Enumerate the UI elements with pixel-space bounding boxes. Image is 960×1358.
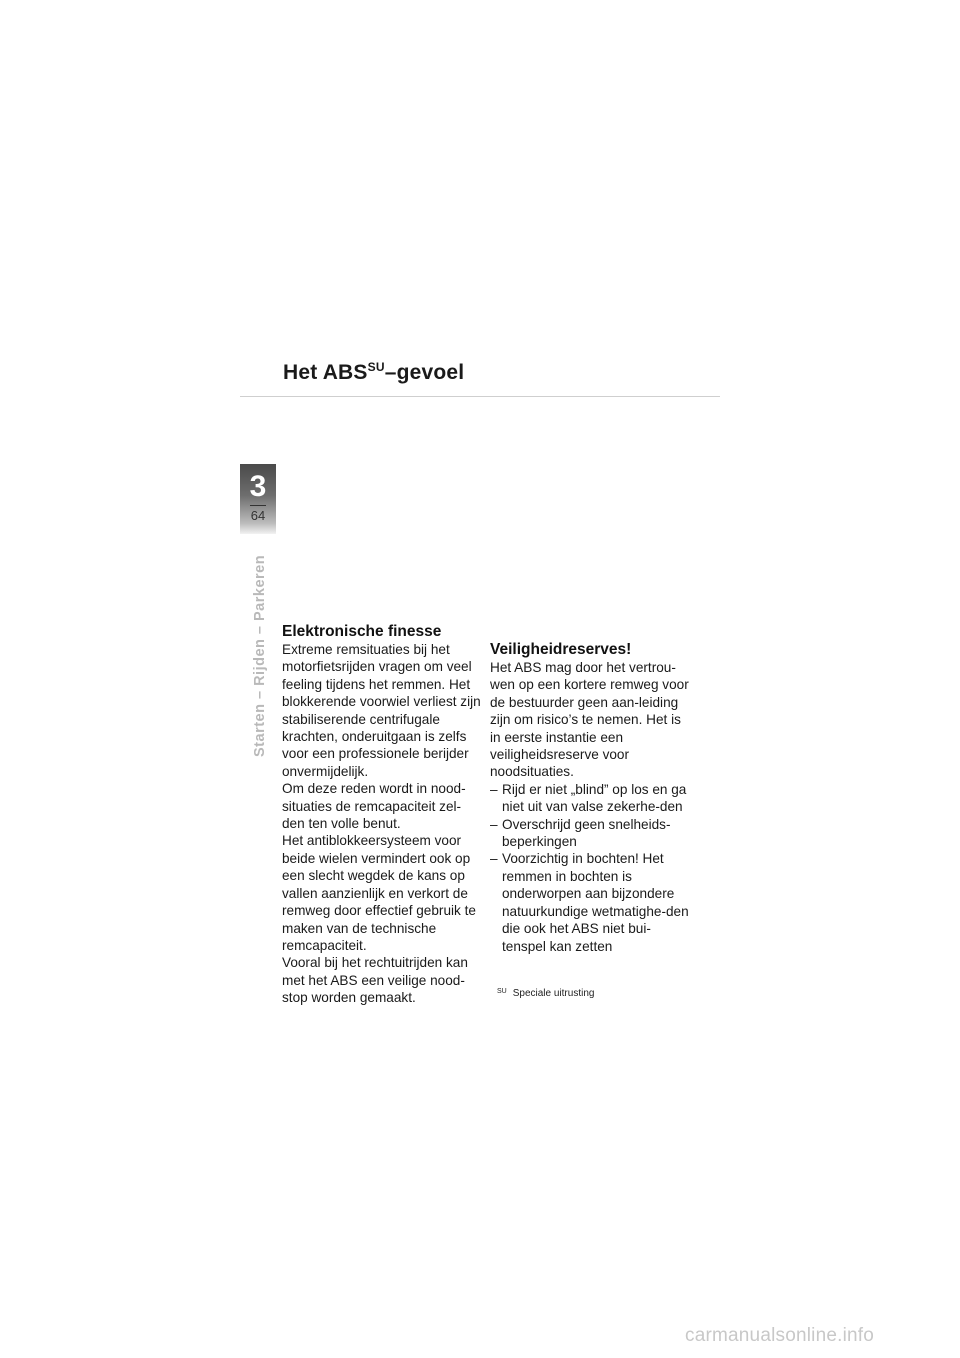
title-divider bbox=[240, 396, 720, 397]
section-heading-veiligheidreserves: Veiligheidreserves! bbox=[490, 641, 632, 658]
page-title bbox=[283, 360, 464, 385]
footnote-text: Speciale uitrusting bbox=[512, 988, 595, 999]
paragraph: Het antiblokkeersysteem voor beide wielen vermindert ook op een slecht wegdek de kans op vallen aanzienlijk en verkort de remweg door effectief gebruik te maken van de technische remcapaciteit. bbox=[282, 833, 476, 953]
left-column bbox=[282, 622, 482, 1007]
bullet-marker: – bbox=[490, 851, 498, 867]
page-title-suffix: –gevoel bbox=[384, 361, 465, 384]
list-item-text: Voorzichtig in bochten! Het remmen in bochten is onderworpen aan bijzondere natuurkundige wetmatighe-den die ook het ABS niet bui-tenspel kan zetten bbox=[502, 851, 689, 954]
right-column bbox=[490, 640, 690, 955]
chapter-number: 3 bbox=[249, 470, 267, 503]
paragraph: Extreme remsituaties bij het motorfietsrijden vragen om veel feeling tijdens het remmen. Het blokkerende voorwiel verliest zijn stabiliserende centrifugale krachten, onderuitgaan is zelfs voor een professionele berijder onvermijdelijk. bbox=[282, 642, 481, 779]
section-heading-elektronische-finesse: Elektronische finesse bbox=[282, 623, 442, 640]
left-body bbox=[282, 641, 482, 1007]
paragraph: Het ABS mag door het vertrou-wen op een kortere remweg voor de bestuurder geen aan-leiding zijn om risico’s te nemen. Het is in eerste instantie een veiligheidsreserve voor noodsituaties. bbox=[490, 660, 689, 780]
watermark: carmanualsonline.info bbox=[685, 1325, 875, 1346]
footnote bbox=[497, 988, 594, 999]
list-item bbox=[490, 816, 690, 851]
page-title-superscript: SU bbox=[367, 360, 385, 374]
chapter-tab bbox=[240, 464, 276, 534]
paragraph: Om deze reden wordt in nood-situaties de remcapaciteit zel-den ten volle benut. bbox=[282, 781, 466, 832]
list-item-text: Rijd er niet „blind” op los en ga niet uit van valse zekerhe-den bbox=[502, 781, 687, 815]
footnote-marker: SU bbox=[497, 988, 507, 995]
right-body bbox=[490, 659, 690, 781]
page-number: 64 bbox=[250, 508, 266, 523]
paragraph: Vooral bij het rechtuitrijden kan met het ABS een veilige nood-stop worden gemaakt. bbox=[282, 955, 468, 1006]
chapter-divider bbox=[250, 505, 266, 506]
list-item bbox=[490, 850, 690, 954]
list-item-text: Overschrijd geen snelheids-beperkingen bbox=[502, 816, 671, 850]
safety-list bbox=[490, 781, 690, 955]
page-title-main: Het ABS bbox=[283, 361, 368, 384]
bullet-marker: – bbox=[490, 781, 498, 797]
list-item bbox=[490, 781, 690, 816]
bullet-marker: – bbox=[490, 816, 498, 832]
chapter-side-label: Starten – Rijden – Parkeren bbox=[252, 554, 268, 757]
